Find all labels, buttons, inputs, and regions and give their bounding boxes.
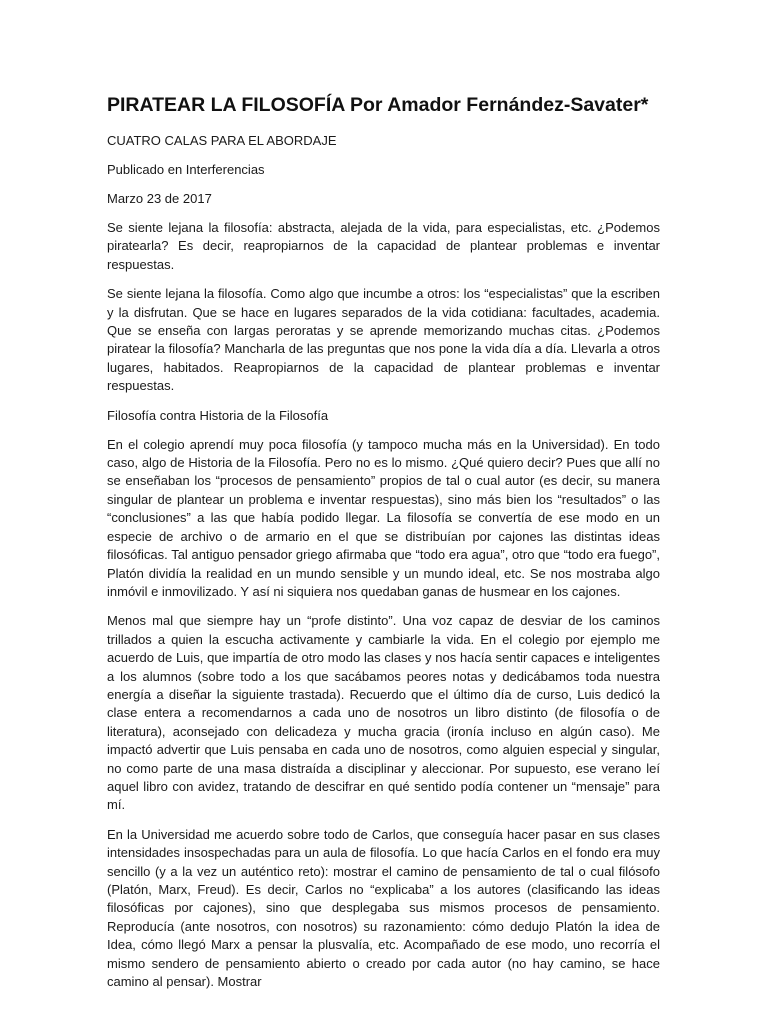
document-page xyxy=(107,92,660,1002)
publication-date: Marzo 23 de 2017 xyxy=(107,191,212,206)
intro-paragraph: Se siente lejana la filosofía: abstracta, alejada de la vida, para especialistas, etc. ¿Podemos piratearla? Es decir, reapropiarnos de la capacidad de plantear problemas e inventar respuestas. xyxy=(107,220,660,272)
body-paragraph: Menos mal que siempre hay un “profe distinto”. Una voz capaz de desviar de los caminos trillados a quien la escucha activamente y cambiarle la vida. En el colegio por ejemplo me acuerdo de Luis, que impartía de otro modo las clases y nos hacía sentir capaces e inteligentes a los alumnos (sobre todo a los que sacábamos peores notas y dedicábamos toda nuestra energía a diseñar la siguiente trastada). Recuerdo que el último día de curso, Luis dedicó la clase entera a recomendarnos a cada uno de nosotros un libro distinto (de filosofía o de literatura), aconsejado con delicadeza y mucha gracia (ironía incluso en algún caso). Me impactó advertir que Luis pensaba en cada uno de nosotros, como alguien especial y singular, no como parte de una masa distraída a disciplinar y aleccionar. Por supuesto, ese verano leí aquel libro con avidez, tratando de descifrar en qué sentido podía contener un “mensaje” para mí. xyxy=(107,613,660,813)
publication-source: Publicado en Interferencias xyxy=(107,162,265,177)
document-title: PIRATEAR LA FILOSOFÍA Por Amador Fernández-Savater* xyxy=(107,94,649,116)
intro-paragraph: Se siente lejana la filosofía. Como algo que incumbe a otros: los “especialistas” que la escriben y la disfrutan. Que se hace en lugares separados de la vida cotidiana: facultades, academia. Que se enseña con largas peroratas y se aprende memorizando muchas citas. ¿Podemos piratear la filosofía? Mancharla de las preguntas que nos pone la vida día a día. Llevarla a otros lugares, habitados. Reapropiarnos de la capacidad de plantear problemas e inventar respuestas. xyxy=(107,286,660,394)
body-paragraph: En la Universidad me acuerdo sobre todo de Carlos, que conseguía hacer pasar en sus clases intensidades insospechadas para un aula de filosofía. Lo que hacía Carlos en el fondo era muy sencillo (y a la vez un auténtico reto): mostrar el camino de pensamiento de tal o cual filósofo (Platón, Marx, Freud). Es decir, Carlos no “explicaba” a los autores (clasificando las ideas filosóficas por cajones), sino que desplegaba sus mismos procesos de pensamiento. Reproducía (ante nosotros, con nosotros) su razonamiento: cómo dedujo Platón la idea de Idea, cómo llegó Marx a pensar la plusvalía, etc. Acompañado de ese modo, uno recorría el mismo sendero de pensamiento abierto o creado por cada autor (no hay camino, se hace camino al pensar). Mostrar xyxy=(107,826,660,990)
document-subtitle: CUATRO CALAS PARA EL ABORDAJE xyxy=(107,133,337,148)
section-heading: Filosofía contra Historia de la Filosofía xyxy=(107,407,329,423)
body-paragraph: En el colegio aprendí muy poca filosofía (y tampoco mucha más en la Universidad). En todo caso, algo de Historia de la Filosofía. Pero no es lo mismo. ¿Qué quiero decir? Pues que allí no se enseñaban los “procesos de pensamiento” propios de tal o cual autor (es decir, su manera singular de plantear un problema e inventar respuestas), sino más bien los “resultados” o las “conclusiones” a las que había podido llegar. La filosofía se convertía de ese modo en un especie de archivo o de armario en el que se distribuían por cajones las distintas ideas filosóficas. Tal antiguo pensador griego afirmaba que “todo era agua”, otro que “todo era fuego”, Platón dividía la realidad en un mundo sensible y un mundo ideal, etc. Se nos mostraba algo inmóvil e inmovilizado. Y así ni siquiera nos quedaban ganas de husmear en los cajones. xyxy=(107,436,660,599)
